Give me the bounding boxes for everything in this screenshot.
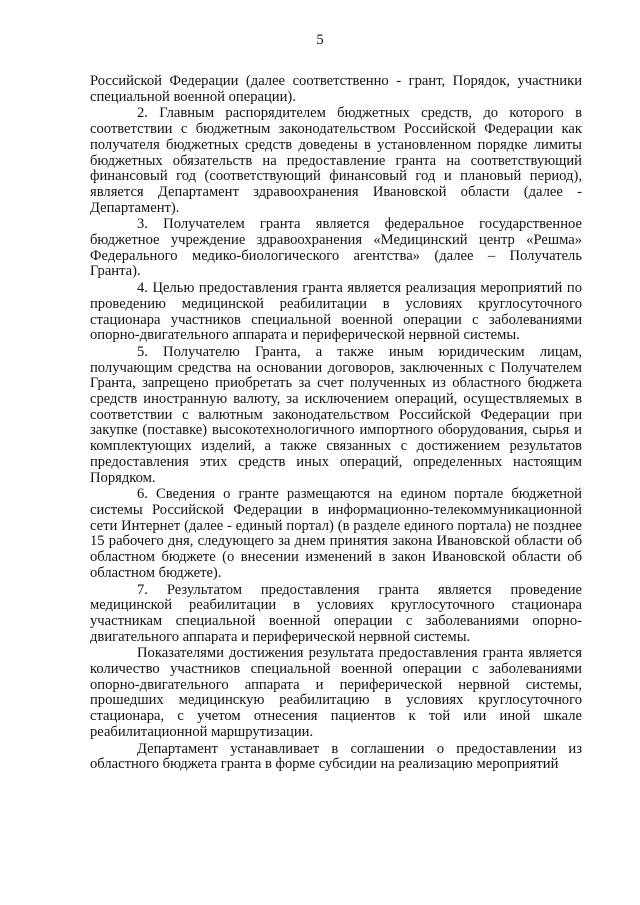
paragraph-department-agreement: Департамент устанавливает в соглашении о предоставлении из областного бюджета гранта в форме субсидии на реализацию мероприятий [90,740,582,773]
paragraph-item-6: 6. Сведения о гранте размещаются на едином портале бюджетной системы Российской Федерации в информационно-телекоммуникационной сети Интернет (далее - единый портал) (в разделе единого портала) не позднее 15 рабочего дня, следующего за днем принятия закона Ивановской области об областном бюджете (о внесении изменений в закон Ивановской области об областном бюджете). [90,486,582,581]
paragraph-item-7: 7. Результатом предоставления гранта является проведение медицинской реабилитации в условиях круглосуточного стационара участникам специальной военной операции с заболеваниями опорно-двигательного аппарата и периферической нервной системы. [90,581,582,645]
paragraph-item-3: 3. Получателем гранта является федеральное государственное бюджетное учреждение здравоохранения «Медицинский центр «Решма» Федерального медико-биологического агентства» (далее – Получатель Гранта). [90,216,582,280]
paragraph-item-5: 5. Получателю Гранта, а также иным юридическим лицам, получающим средства на основании договоров, заключенных с Получателем Гранта, запрещено приобретать за счет полученных из областного бюджета средств иностранную валюту, за исключением операций, осуществляемых в соответствии с валютным законодательством Российской Федерации при закупке (поставке) высокотехнологичного импортного оборудования, сырья и комплектующих изделий, а также связанных с достижением результатов предоставления этих средств иных операций, определенных настоящим Порядком. [90,343,582,486]
paragraph-indicators: Показателями достижения результата предоставления гранта является количество участников специальной военной операции с заболеваниями опорно-двигательного аппарата и периферической нервной системы, прошедших медицинскую реабилитацию в условиях круглосуточного стационара, с учетом отнесения пациентов к той или иной шкале реабилитационной маршрутизации. [90,645,582,740]
page-number: 5 [316,32,324,48]
paragraph-continuation: Российской Федерации (далее соответственно - грант, Порядок, участники специальной военной операции). [90,73,582,105]
paragraph-item-2: 2. Главным распорядителем бюджетных средств, до которого в соответствии с бюджетным законодательством Российской Федерации как получателя бюджетных средств доведены в установленном порядке лимиты бюджетных обязательств на предоставление гранта на соответствующий финансовый год (соответствующий финансовый год и плановый период), является Департамент здравоохранения Ивановской области (далее - Департамент). [90,105,582,216]
paragraph-item-4: 4. Целью предоставления гранта является реализация мероприятий по проведению медицинской реабилитации в условиях круглосуточного стационара участников специальной военной операции с заболеваниями опорно-двигательного аппарата и периферической нервной системы. [90,280,582,344]
